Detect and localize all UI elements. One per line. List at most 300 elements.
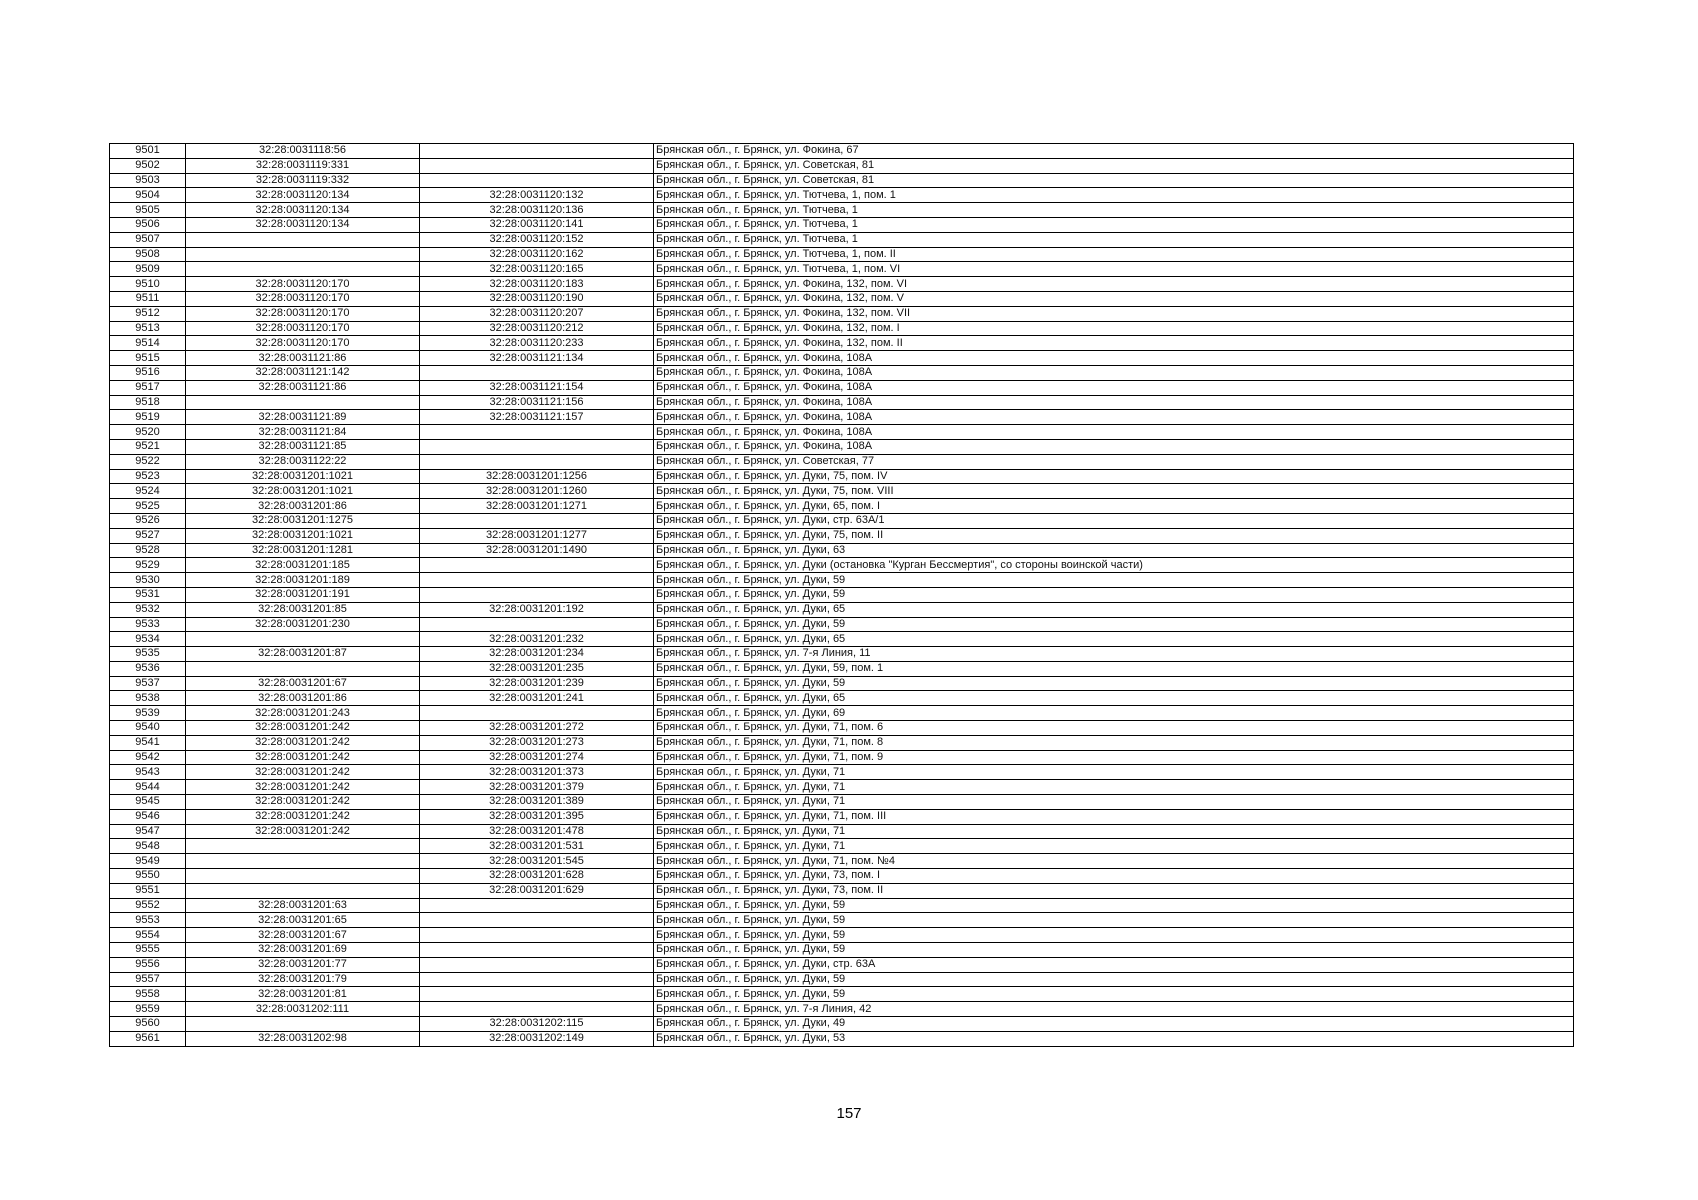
cadastral-number-cell: 32:28:0031201:65 bbox=[186, 913, 420, 928]
row-number-cell: 9521 bbox=[110, 439, 186, 454]
related-cadastral-cell: 32:28:0031120:183 bbox=[420, 277, 654, 292]
table-row bbox=[110, 469, 1574, 484]
related-cadastral-cell: 32:28:0031201:232 bbox=[420, 632, 654, 647]
table-row bbox=[110, 750, 1574, 765]
address-cell: Брянская обл., г. Брянск, ул. Фокина, 108А bbox=[654, 351, 1574, 366]
table-row bbox=[110, 839, 1574, 854]
related-cadastral-cell: 32:28:0031202:115 bbox=[420, 1017, 654, 1032]
cadastral-number-cell: 32:28:0031201:242 bbox=[186, 809, 420, 824]
table-row bbox=[110, 543, 1574, 558]
related-cadastral-cell: 32:28:0031201:531 bbox=[420, 839, 654, 854]
address-cell: Брянская обл., г. Брянск, ул. Фокина, 132, пом. I bbox=[654, 321, 1574, 336]
cadastral-number-cell: 32:28:0031120:170 bbox=[186, 306, 420, 321]
cadastral-number-cell: 32:28:0031120:134 bbox=[186, 217, 420, 232]
row-number-cell: 9533 bbox=[110, 617, 186, 632]
related-cadastral-cell bbox=[420, 365, 654, 380]
row-number-cell: 9532 bbox=[110, 602, 186, 617]
table-row bbox=[110, 454, 1574, 469]
cadastral-number-cell: 32:28:0031121:85 bbox=[186, 439, 420, 454]
address-cell: Брянская обл., г. Брянск, ул. Дуки, 71 bbox=[654, 795, 1574, 810]
cadastral-number-cell: 32:28:0031201:242 bbox=[186, 780, 420, 795]
table-row bbox=[110, 173, 1574, 188]
table-row bbox=[110, 602, 1574, 617]
address-cell: Брянская обл., г. Брянск, ул. Советская, 81 bbox=[654, 173, 1574, 188]
cadastral-number-cell: 32:28:0031201:1021 bbox=[186, 484, 420, 499]
address-cell: Брянская обл., г. Брянск, ул. Дуки, 63 bbox=[654, 543, 1574, 558]
related-cadastral-cell: 32:28:0031120:162 bbox=[420, 247, 654, 262]
related-cadastral-cell bbox=[420, 972, 654, 987]
related-cadastral-cell: 32:28:0031201:1271 bbox=[420, 499, 654, 514]
cadastral-number-cell: 32:28:0031202:98 bbox=[186, 1031, 420, 1046]
address-cell: Брянская обл., г. Брянск, ул. Тютчева, 1, пом. 1 bbox=[654, 188, 1574, 203]
address-cell: Брянская обл., г. Брянск, ул. Дуки, 75, пом. VIII bbox=[654, 484, 1574, 499]
table-row bbox=[110, 217, 1574, 232]
cadastral-number-cell: 32:28:0031120:170 bbox=[186, 291, 420, 306]
related-cadastral-cell: 32:28:0031201:234 bbox=[420, 647, 654, 662]
cadastral-number-cell: 32:28:0031120:170 bbox=[186, 321, 420, 336]
row-number-cell: 9522 bbox=[110, 454, 186, 469]
cadastral-number-cell: 32:28:0031201:63 bbox=[186, 898, 420, 913]
row-number-cell: 9551 bbox=[110, 883, 186, 898]
address-cell: Брянская обл., г. Брянск, ул. Дуки, 75, пом. II bbox=[654, 528, 1574, 543]
cadastral-number-cell: 32:28:0031201:242 bbox=[186, 795, 420, 810]
cadastral-number-cell bbox=[186, 839, 420, 854]
table-row bbox=[110, 780, 1574, 795]
related-cadastral-cell bbox=[420, 617, 654, 632]
row-number-cell: 9537 bbox=[110, 676, 186, 691]
row-number-cell: 9509 bbox=[110, 262, 186, 277]
related-cadastral-cell: 32:28:0031201:241 bbox=[420, 691, 654, 706]
related-cadastral-cell: 32:28:0031201:389 bbox=[420, 795, 654, 810]
row-number-cell: 9504 bbox=[110, 188, 186, 203]
table-row bbox=[110, 735, 1574, 750]
row-number-cell: 9508 bbox=[110, 247, 186, 262]
cadastral-number-cell: 32:28:0031201:67 bbox=[186, 676, 420, 691]
address-cell: Брянская обл., г. Брянск, ул. Дуки, 71 bbox=[654, 780, 1574, 795]
cadastral-number-cell: 32:28:0031201:67 bbox=[186, 928, 420, 943]
table-row bbox=[110, 928, 1574, 943]
row-number-cell: 9524 bbox=[110, 484, 186, 499]
cadastral-number-cell: 32:28:0031201:242 bbox=[186, 735, 420, 750]
cadastral-number-cell: 32:28:0031201:185 bbox=[186, 558, 420, 573]
cadastral-number-cell bbox=[186, 1017, 420, 1032]
address-cell: Брянская обл., г. Брянск, ул. Фокина, 108А bbox=[654, 395, 1574, 410]
table-row bbox=[110, 395, 1574, 410]
row-number-cell: 9546 bbox=[110, 809, 186, 824]
related-cadastral-cell: 32:28:0031201:379 bbox=[420, 780, 654, 795]
row-number-cell: 9507 bbox=[110, 232, 186, 247]
table-row bbox=[110, 499, 1574, 514]
address-cell: Брянская обл., г. Брянск, ул. Фокина, 132, пом. II bbox=[654, 336, 1574, 351]
row-number-cell: 9520 bbox=[110, 425, 186, 440]
address-cell: Брянская обл., г. Брянск, ул. Тютчева, 1 bbox=[654, 232, 1574, 247]
cadastral-number-cell: 32:28:0031121:142 bbox=[186, 365, 420, 380]
related-cadastral-cell bbox=[420, 913, 654, 928]
table-row bbox=[110, 854, 1574, 869]
related-cadastral-cell: 32:28:0031201:235 bbox=[420, 661, 654, 676]
table-row bbox=[110, 528, 1574, 543]
cadastral-number-cell: 32:28:0031201:242 bbox=[186, 750, 420, 765]
address-cell: Брянская обл., г. Брянск, ул. Дуки, 65 bbox=[654, 691, 1574, 706]
related-cadastral-cell: 32:28:0031120:132 bbox=[420, 188, 654, 203]
related-cadastral-cell: 32:28:0031120:165 bbox=[420, 262, 654, 277]
table-row bbox=[110, 484, 1574, 499]
row-number-cell: 9523 bbox=[110, 469, 186, 484]
table-row bbox=[110, 513, 1574, 528]
cadastral-number-cell: 32:28:0031201:86 bbox=[186, 691, 420, 706]
address-cell: Брянская обл., г. Брянск, ул. Дуки, 71 bbox=[654, 765, 1574, 780]
cadastral-number-cell: 32:28:0031202:111 bbox=[186, 1002, 420, 1017]
cadastral-number-cell: 32:28:0031201:242 bbox=[186, 765, 420, 780]
address-cell: Брянская обл., г. Брянск, ул. Дуки, 71, пом. 6 bbox=[654, 721, 1574, 736]
cadastral-number-cell bbox=[186, 869, 420, 884]
cadastral-number-cell: 32:28:0031119:332 bbox=[186, 173, 420, 188]
cadastral-number-cell bbox=[186, 854, 420, 869]
address-cell: Брянская обл., г. Брянск, ул. Дуки, 59 bbox=[654, 928, 1574, 943]
table-row bbox=[110, 158, 1574, 173]
address-cell: Брянская обл., г. Брянск, ул. Фокина, 108А bbox=[654, 365, 1574, 380]
related-cadastral-cell: 32:28:0031201:192 bbox=[420, 602, 654, 617]
related-cadastral-cell: 32:28:0031201:1260 bbox=[420, 484, 654, 499]
table-row bbox=[110, 721, 1574, 736]
address-cell: Брянская обл., г. Брянск, ул. Дуки, 75, пом. IV bbox=[654, 469, 1574, 484]
cadastral-number-cell: 32:28:0031201:191 bbox=[186, 587, 420, 602]
table-row bbox=[110, 188, 1574, 203]
row-number-cell: 9534 bbox=[110, 632, 186, 647]
cadastral-number-cell bbox=[186, 247, 420, 262]
row-number-cell: 9557 bbox=[110, 972, 186, 987]
table-row bbox=[110, 661, 1574, 676]
address-cell: Брянская обл., г. Брянск, ул. Фокина, 132, пом. V bbox=[654, 291, 1574, 306]
address-cell: Брянская обл., г. Брянск, ул. Дуки, 65 bbox=[654, 632, 1574, 647]
address-cell: Брянская обл., г. Брянск, ул. 7-я Линия, 11 bbox=[654, 647, 1574, 662]
cadastral-number-cell: 32:28:0031120:170 bbox=[186, 336, 420, 351]
cadastral-number-cell: 32:28:0031201:69 bbox=[186, 943, 420, 958]
row-number-cell: 9528 bbox=[110, 543, 186, 558]
related-cadastral-cell bbox=[420, 573, 654, 588]
row-number-cell: 9542 bbox=[110, 750, 186, 765]
table-row bbox=[110, 558, 1574, 573]
address-cell: Брянская обл., г. Брянск, ул. 7-я Линия, 42 bbox=[654, 1002, 1574, 1017]
related-cadastral-cell: 32:28:0031120:141 bbox=[420, 217, 654, 232]
table-row bbox=[110, 380, 1574, 395]
related-cadastral-cell: 32:28:0031201:274 bbox=[420, 750, 654, 765]
cadastral-number-cell: 32:28:0031122:22 bbox=[186, 454, 420, 469]
related-cadastral-cell bbox=[420, 943, 654, 958]
table-row bbox=[110, 351, 1574, 366]
cadastral-number-cell bbox=[186, 232, 420, 247]
cadastral-number-cell: 32:28:0031201:87 bbox=[186, 647, 420, 662]
table-row bbox=[110, 439, 1574, 454]
cadastral-number-cell: 32:28:0031201:86 bbox=[186, 499, 420, 514]
cadastral-number-cell: 32:28:0031121:89 bbox=[186, 410, 420, 425]
cadastral-number-cell: 32:28:0031201:242 bbox=[186, 824, 420, 839]
table-row bbox=[110, 883, 1574, 898]
row-number-cell: 9539 bbox=[110, 706, 186, 721]
cadastral-number-cell: 32:28:0031201:1021 bbox=[186, 469, 420, 484]
related-cadastral-cell: 32:28:0031120:152 bbox=[420, 232, 654, 247]
address-cell: Брянская обл., г. Брянск, ул. Дуки (остановка "Курган Бессмертия", со стороны воинской части) bbox=[654, 558, 1574, 573]
related-cadastral-cell: 32:28:0031201:545 bbox=[420, 854, 654, 869]
row-number-cell: 9536 bbox=[110, 661, 186, 676]
table-row bbox=[110, 277, 1574, 292]
row-number-cell: 9549 bbox=[110, 854, 186, 869]
table-row bbox=[110, 691, 1574, 706]
related-cadastral-cell bbox=[420, 173, 654, 188]
address-cell: Брянская обл., г. Брянск, ул. Дуки, 59 bbox=[654, 898, 1574, 913]
registry-table-body bbox=[110, 144, 1574, 1047]
table-row bbox=[110, 898, 1574, 913]
row-number-cell: 9514 bbox=[110, 336, 186, 351]
table-row bbox=[110, 203, 1574, 218]
row-number-cell: 9503 bbox=[110, 173, 186, 188]
address-cell: Брянская обл., г. Брянск, ул. Фокина, 67 bbox=[654, 144, 1574, 159]
address-cell: Брянская обл., г. Брянск, ул. Дуки, 71, пом. 8 bbox=[654, 735, 1574, 750]
address-cell: Брянская обл., г. Брянск, ул. Фокина, 108А bbox=[654, 439, 1574, 454]
related-cadastral-cell bbox=[420, 957, 654, 972]
cadastral-number-cell: 32:28:0031201:1281 bbox=[186, 543, 420, 558]
row-number-cell: 9556 bbox=[110, 957, 186, 972]
row-number-cell: 9531 bbox=[110, 587, 186, 602]
address-cell: Брянская обл., г. Брянск, ул. Дуки, 71 bbox=[654, 839, 1574, 854]
address-cell: Брянская обл., г. Брянск, ул. Тютчева, 1, пом. VI bbox=[654, 262, 1574, 277]
row-number-cell: 9530 bbox=[110, 573, 186, 588]
row-number-cell: 9535 bbox=[110, 647, 186, 662]
row-number-cell: 9515 bbox=[110, 351, 186, 366]
related-cadastral-cell: 32:28:0031201:629 bbox=[420, 883, 654, 898]
row-number-cell: 9541 bbox=[110, 735, 186, 750]
row-number-cell: 9526 bbox=[110, 513, 186, 528]
table-row bbox=[110, 587, 1574, 602]
row-number-cell: 9517 bbox=[110, 380, 186, 395]
table-row bbox=[110, 765, 1574, 780]
row-number-cell: 9543 bbox=[110, 765, 186, 780]
related-cadastral-cell: 32:28:0031121:156 bbox=[420, 395, 654, 410]
cadastral-number-cell: 32:28:0031121:86 bbox=[186, 351, 420, 366]
related-cadastral-cell bbox=[420, 587, 654, 602]
row-number-cell: 9547 bbox=[110, 824, 186, 839]
row-number-cell: 9513 bbox=[110, 321, 186, 336]
table-row bbox=[110, 869, 1574, 884]
row-number-cell: 9501 bbox=[110, 144, 186, 159]
row-number-cell: 9560 bbox=[110, 1017, 186, 1032]
row-number-cell: 9510 bbox=[110, 277, 186, 292]
table-row bbox=[110, 632, 1574, 647]
row-number-cell: 9559 bbox=[110, 1002, 186, 1017]
cadastral-number-cell: 32:28:0031201:85 bbox=[186, 602, 420, 617]
row-number-cell: 9506 bbox=[110, 217, 186, 232]
address-cell: Брянская обл., г. Брянск, ул. Дуки, 65 bbox=[654, 602, 1574, 617]
related-cadastral-cell: 32:28:0031201:1277 bbox=[420, 528, 654, 543]
cadastral-number-cell: 32:28:0031118:56 bbox=[186, 144, 420, 159]
table-row bbox=[110, 291, 1574, 306]
cadastral-number-cell bbox=[186, 632, 420, 647]
address-cell: Брянская обл., г. Брянск, ул. Дуки, 59 bbox=[654, 617, 1574, 632]
row-number-cell: 9540 bbox=[110, 721, 186, 736]
table-row bbox=[110, 1017, 1574, 1032]
related-cadastral-cell: 32:28:0031201:628 bbox=[420, 869, 654, 884]
row-number-cell: 9558 bbox=[110, 987, 186, 1002]
table-row bbox=[110, 913, 1574, 928]
table-row bbox=[110, 809, 1574, 824]
cadastral-number-cell: 32:28:0031119:331 bbox=[186, 158, 420, 173]
table-row bbox=[110, 987, 1574, 1002]
table-row bbox=[110, 647, 1574, 662]
row-number-cell: 9553 bbox=[110, 913, 186, 928]
cadastral-number-cell: 32:28:0031201:243 bbox=[186, 706, 420, 721]
address-cell: Брянская обл., г. Брянск, ул. Фокина, 108А bbox=[654, 410, 1574, 425]
row-number-cell: 9529 bbox=[110, 558, 186, 573]
row-number-cell: 9505 bbox=[110, 203, 186, 218]
table-row bbox=[110, 573, 1574, 588]
related-cadastral-cell: 32:28:0031120:136 bbox=[420, 203, 654, 218]
cadastral-number-cell: 32:28:0031121:86 bbox=[186, 380, 420, 395]
related-cadastral-cell bbox=[420, 898, 654, 913]
related-cadastral-cell: 32:28:0031121:154 bbox=[420, 380, 654, 395]
address-cell: Брянская обл., г. Брянск, ул. Фокина, 108А bbox=[654, 425, 1574, 440]
related-cadastral-cell: 32:28:0031201:273 bbox=[420, 735, 654, 750]
related-cadastral-cell: 32:28:0031201:1490 bbox=[420, 543, 654, 558]
cadastral-number-cell bbox=[186, 661, 420, 676]
related-cadastral-cell: 32:28:0031121:157 bbox=[420, 410, 654, 425]
row-number-cell: 9502 bbox=[110, 158, 186, 173]
table-row bbox=[110, 425, 1574, 440]
table-row bbox=[110, 795, 1574, 810]
row-number-cell: 9512 bbox=[110, 306, 186, 321]
table-row bbox=[110, 957, 1574, 972]
address-cell: Брянская обл., г. Брянск, ул. Дуки, 69 bbox=[654, 706, 1574, 721]
row-number-cell: 9552 bbox=[110, 898, 186, 913]
row-number-cell: 9550 bbox=[110, 869, 186, 884]
related-cadastral-cell bbox=[420, 1002, 654, 1017]
address-cell: Брянская обл., г. Брянск, ул. Дуки, 59 bbox=[654, 913, 1574, 928]
address-cell: Брянская обл., г. Брянск, ул. Дуки, 59 bbox=[654, 943, 1574, 958]
row-number-cell: 9544 bbox=[110, 780, 186, 795]
related-cadastral-cell: 32:28:0031201:1256 bbox=[420, 469, 654, 484]
related-cadastral-cell bbox=[420, 513, 654, 528]
related-cadastral-cell bbox=[420, 558, 654, 573]
address-cell: Брянская обл., г. Брянск, ул. Фокина, 108А bbox=[654, 380, 1574, 395]
cadastral-number-cell: 32:28:0031201:242 bbox=[186, 721, 420, 736]
related-cadastral-cell bbox=[420, 144, 654, 159]
related-cadastral-cell bbox=[420, 439, 654, 454]
related-cadastral-cell: 32:28:0031201:272 bbox=[420, 721, 654, 736]
table-row bbox=[110, 1031, 1574, 1046]
related-cadastral-cell bbox=[420, 425, 654, 440]
address-cell: Брянская обл., г. Брянск, ул. Дуки, 59 bbox=[654, 573, 1574, 588]
related-cadastral-cell bbox=[420, 706, 654, 721]
related-cadastral-cell: 32:28:0031201:373 bbox=[420, 765, 654, 780]
cadastral-number-cell: 32:28:0031201:77 bbox=[186, 957, 420, 972]
related-cadastral-cell: 32:28:0031120:190 bbox=[420, 291, 654, 306]
related-cadastral-cell: 32:28:0031201:239 bbox=[420, 676, 654, 691]
cadastral-number-cell: 32:28:0031201:81 bbox=[186, 987, 420, 1002]
table-row bbox=[110, 972, 1574, 987]
row-number-cell: 9545 bbox=[110, 795, 186, 810]
related-cadastral-cell: 32:28:0031202:149 bbox=[420, 1031, 654, 1046]
registry-table bbox=[109, 143, 1574, 1047]
address-cell: Брянская обл., г. Брянск, ул. Фокина, 132, пом. VII bbox=[654, 306, 1574, 321]
cadastral-number-cell bbox=[186, 262, 420, 277]
cadastral-number-cell: 32:28:0031120:134 bbox=[186, 188, 420, 203]
table-row bbox=[110, 321, 1574, 336]
table-row bbox=[110, 232, 1574, 247]
related-cadastral-cell bbox=[420, 158, 654, 173]
cadastral-number-cell bbox=[186, 883, 420, 898]
row-number-cell: 9538 bbox=[110, 691, 186, 706]
row-number-cell: 9525 bbox=[110, 499, 186, 514]
cadastral-number-cell: 32:28:0031120:170 bbox=[186, 277, 420, 292]
related-cadastral-cell bbox=[420, 987, 654, 1002]
row-number-cell: 9554 bbox=[110, 928, 186, 943]
address-cell: Брянская обл., г. Брянск, ул. Дуки, 53 bbox=[654, 1031, 1574, 1046]
cadastral-number-cell: 32:28:0031201:230 bbox=[186, 617, 420, 632]
table-row bbox=[110, 676, 1574, 691]
row-number-cell: 9518 bbox=[110, 395, 186, 410]
cadastral-number-cell: 32:28:0031121:84 bbox=[186, 425, 420, 440]
row-number-cell: 9519 bbox=[110, 410, 186, 425]
address-cell: Брянская обл., г. Брянск, ул. Дуки, 59 bbox=[654, 987, 1574, 1002]
address-cell: Брянская обл., г. Брянск, ул. Дуки, 71, пом. III bbox=[654, 809, 1574, 824]
table-row bbox=[110, 336, 1574, 351]
table-row bbox=[110, 410, 1574, 425]
table-row bbox=[110, 365, 1574, 380]
cadastral-number-cell: 32:28:0031201:1021 bbox=[186, 528, 420, 543]
related-cadastral-cell bbox=[420, 928, 654, 943]
address-cell: Брянская обл., г. Брянск, ул. Дуки, 73, пом. II bbox=[654, 883, 1574, 898]
cadastral-number-cell: 32:28:0031201:189 bbox=[186, 573, 420, 588]
address-cell: Брянская обл., г. Брянск, ул. Дуки, 71, пом. №4 bbox=[654, 854, 1574, 869]
address-cell: Брянская обл., г. Брянск, ул. Дуки, 71 bbox=[654, 824, 1574, 839]
page-number: 157 bbox=[836, 1105, 862, 1122]
row-number-cell: 9527 bbox=[110, 528, 186, 543]
address-cell: Брянская обл., г. Брянск, ул. Советская, 81 bbox=[654, 158, 1574, 173]
address-cell: Брянская обл., г. Брянск, ул. Тютчева, 1 bbox=[654, 203, 1574, 218]
address-cell: Брянская обл., г. Брянск, ул. Дуки, 65, пом. I bbox=[654, 499, 1574, 514]
address-cell: Брянская обл., г. Брянск, ул. Тютчева, 1, пом. II bbox=[654, 247, 1574, 262]
table-row bbox=[110, 1002, 1574, 1017]
address-cell: Брянская обл., г. Брянск, ул. Дуки, стр. 63А/1 bbox=[654, 513, 1574, 528]
cadastral-number-cell: 32:28:0031201:79 bbox=[186, 972, 420, 987]
address-cell: Брянская обл., г. Брянск, ул. Дуки, 49 bbox=[654, 1017, 1574, 1032]
address-cell: Брянская обл., г. Брянск, ул. Дуки, 59 bbox=[654, 587, 1574, 602]
cadastral-number-cell bbox=[186, 395, 420, 410]
related-cadastral-cell: 32:28:0031201:478 bbox=[420, 824, 654, 839]
table-row bbox=[110, 247, 1574, 262]
address-cell: Брянская обл., г. Брянск, ул. Дуки, 59, пом. 1 bbox=[654, 661, 1574, 676]
related-cadastral-cell: 32:28:0031120:233 bbox=[420, 336, 654, 351]
address-cell: Брянская обл., г. Брянск, ул. Фокина, 132, пом. VI bbox=[654, 277, 1574, 292]
row-number-cell: 9511 bbox=[110, 291, 186, 306]
table-row bbox=[110, 144, 1574, 159]
related-cadastral-cell: 32:28:0031121:134 bbox=[420, 351, 654, 366]
table-row bbox=[110, 824, 1574, 839]
table-row bbox=[110, 706, 1574, 721]
table-row bbox=[110, 262, 1574, 277]
related-cadastral-cell: 32:28:0031120:212 bbox=[420, 321, 654, 336]
table-row bbox=[110, 943, 1574, 958]
related-cadastral-cell: 32:28:0031201:395 bbox=[420, 809, 654, 824]
address-cell: Брянская обл., г. Брянск, ул. Тютчева, 1 bbox=[654, 217, 1574, 232]
cadastral-number-cell: 32:28:0031201:1275 bbox=[186, 513, 420, 528]
row-number-cell: 9555 bbox=[110, 943, 186, 958]
address-cell: Брянская обл., г. Брянск, ул. Дуки, 59 bbox=[654, 676, 1574, 691]
table-row bbox=[110, 306, 1574, 321]
table-row bbox=[110, 617, 1574, 632]
row-number-cell: 9516 bbox=[110, 365, 186, 380]
address-cell: Брянская обл., г. Брянск, ул. Дуки, 59 bbox=[654, 972, 1574, 987]
row-number-cell: 9548 bbox=[110, 839, 186, 854]
